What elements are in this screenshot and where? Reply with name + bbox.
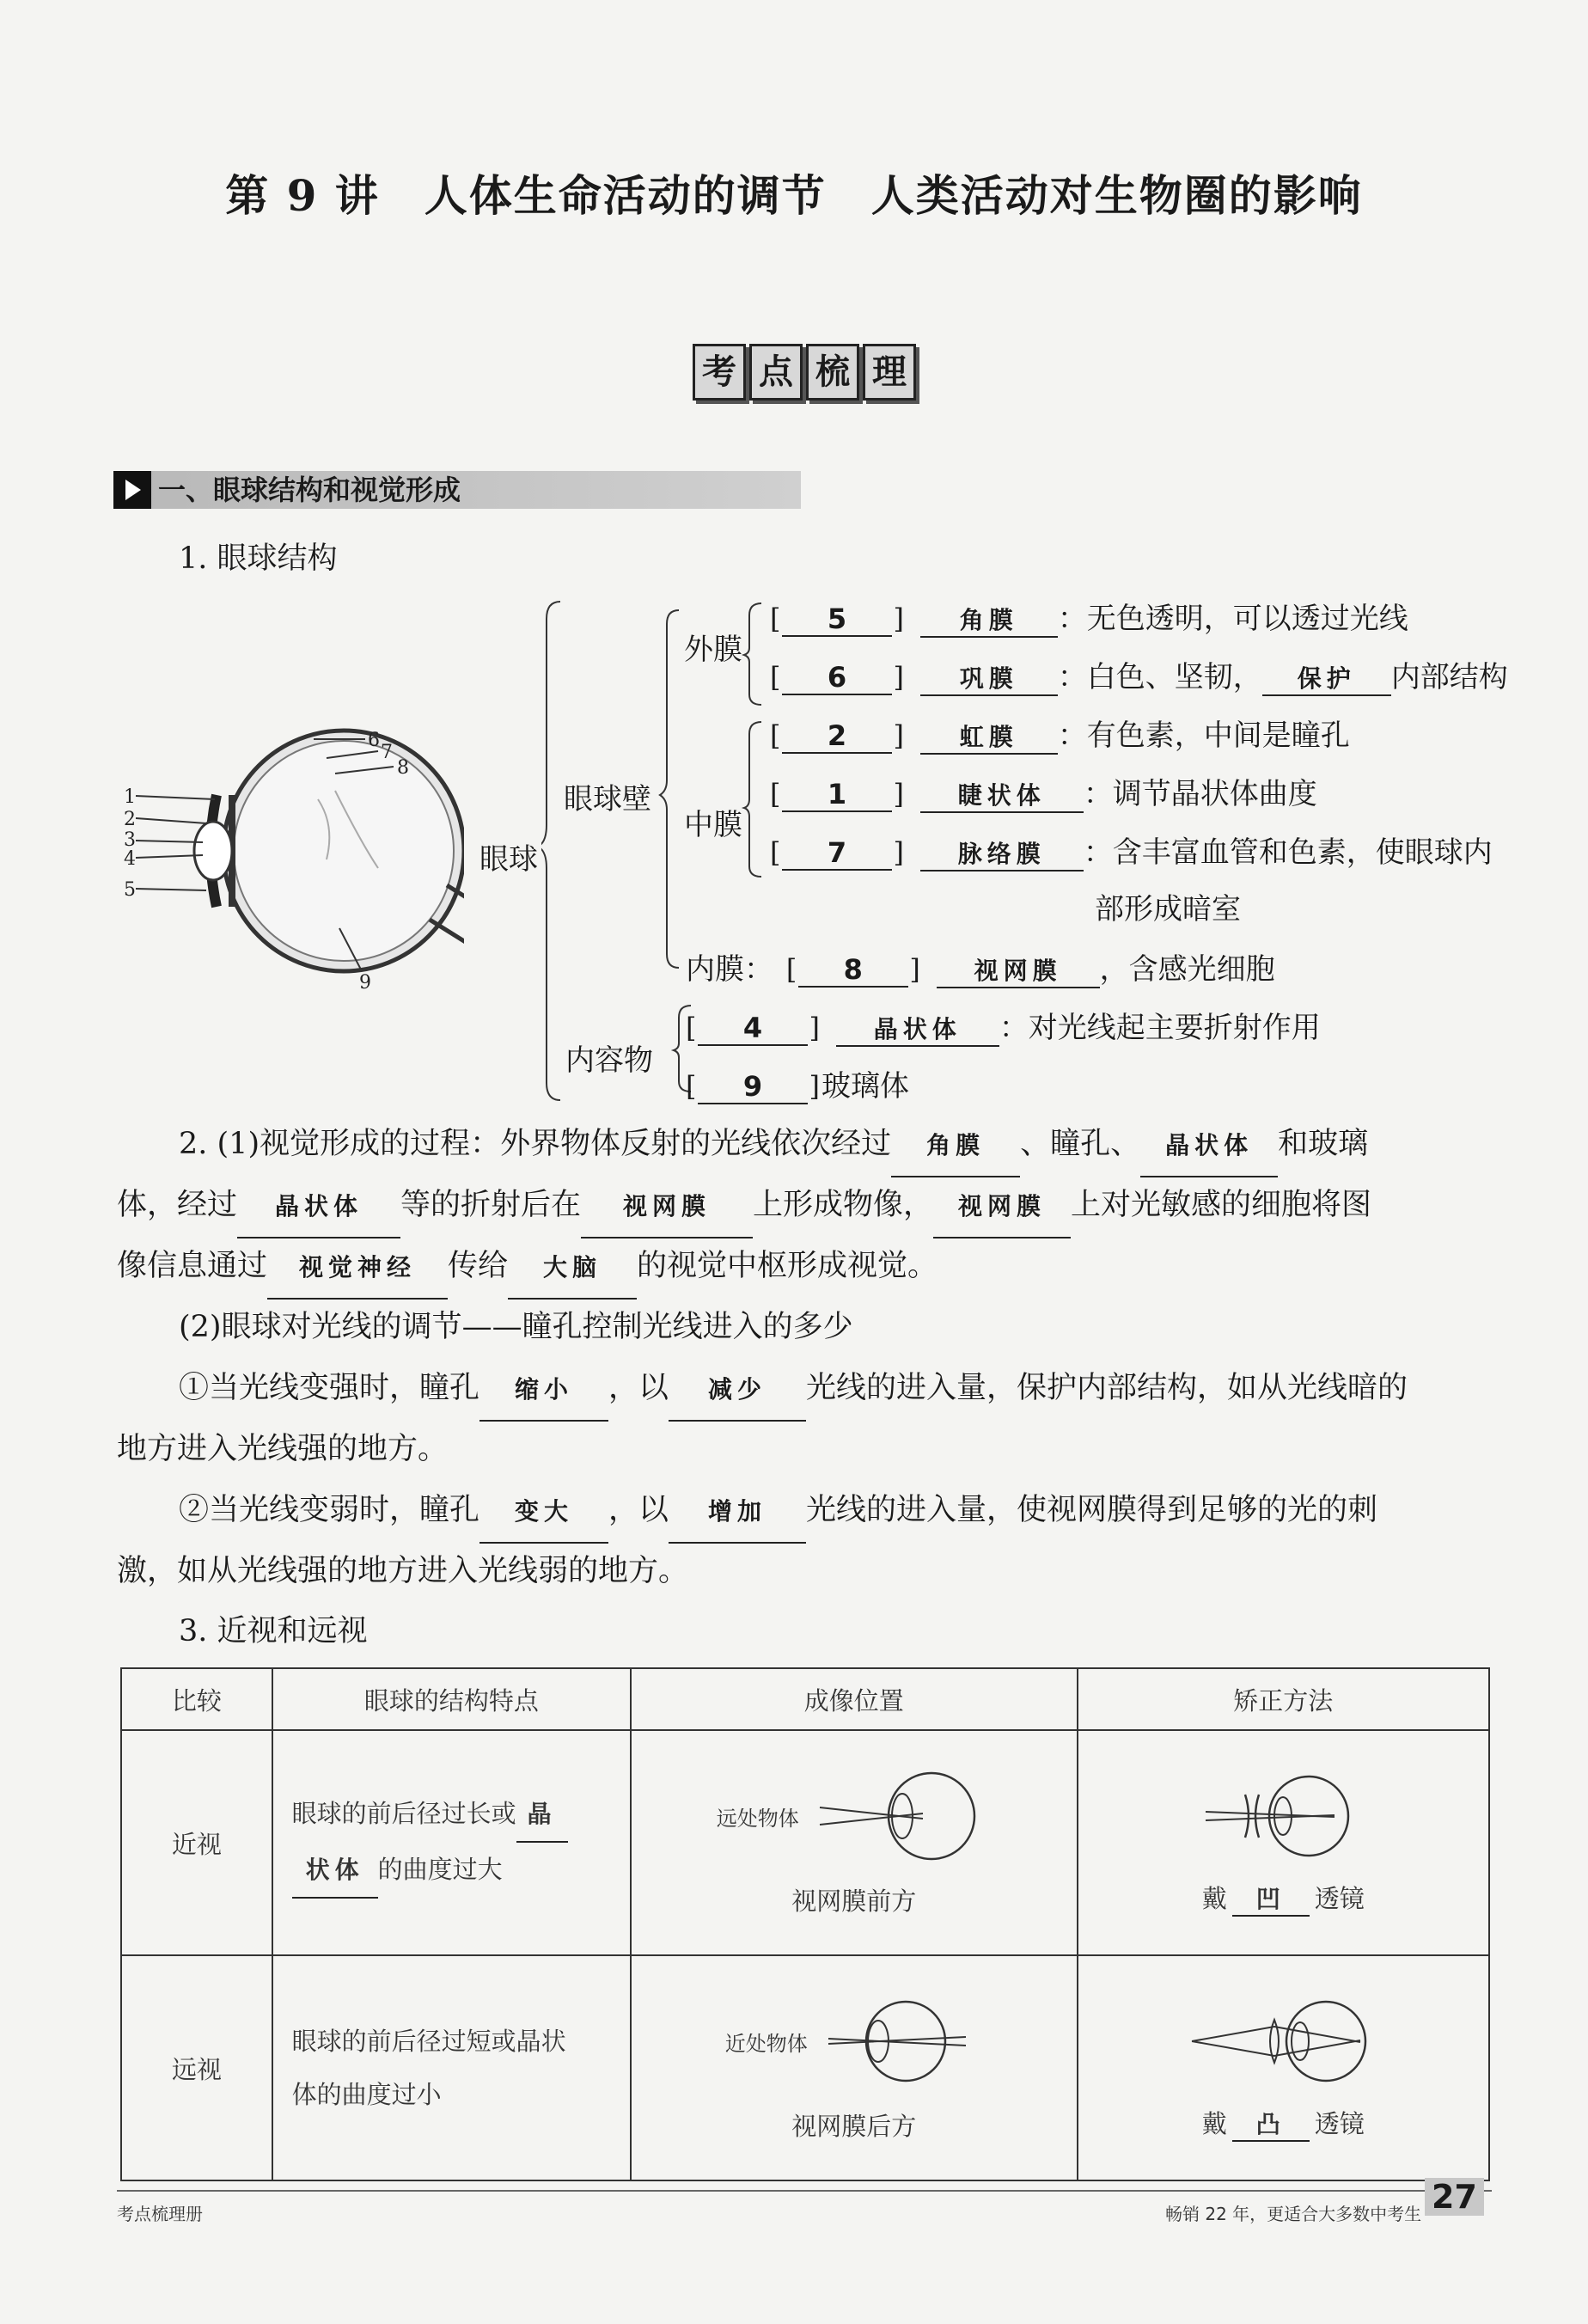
- item2-line: 像信息通过 视觉神经 传给 大脑 的视觉中枢形成视觉。: [117, 1236, 938, 1300]
- item2-line: 激，如从光线强的地方进入光线弱的地方。: [117, 1554, 689, 1588]
- diagram-label: 4: [124, 848, 136, 870]
- item2-line: (2)眼球对光线的调节——瞳孔控制光线进入的多少: [179, 1310, 853, 1344]
- item3-title: 3. 近视和远视: [179, 1614, 368, 1648]
- badge-char: 梳: [806, 344, 859, 401]
- footer-right: 畅销 22 年，更适合大多数中考生: [1165, 2204, 1422, 2224]
- concave-lens-eye-icon: [1197, 1769, 1369, 1863]
- tree-row: [ 5 ] 角膜 ：无色透明，可以透过光线: [782, 595, 1408, 638]
- item2-line: 体，经过 晶状体 等的折射后在 视网膜 上形成物像， 视网膜 上对光敏感的细胞将图: [117, 1175, 1371, 1238]
- object-label: 远处物体: [716, 1806, 799, 1831]
- convex-lens-eye-icon: [1188, 1994, 1377, 2089]
- badge-char: 理: [863, 344, 916, 401]
- section-badge: [693, 344, 916, 401]
- diagram-label: 7: [381, 742, 393, 763]
- item2-line: ①当光线变强时，瞳孔 缩小 ，以 减少 光线的进入量，保护内部结构，如从光线暗的: [179, 1358, 1408, 1422]
- tree-row: [ 1 ] 睫状体 ：调节晶状体曲度: [782, 770, 1317, 813]
- tree-root: 眼球: [479, 842, 538, 877]
- page-title: 第 9 讲 人体生命活动的调节 人类活动对生物圈的影响: [225, 170, 1363, 221]
- object-label: 近处物体: [724, 2031, 808, 2056]
- table-row: 近视 眼球的前后径过长或 晶 状体 的曲度过大 远处物体 视网膜前方 戴 凹 透镜: [121, 1730, 1489, 1955]
- table-row: 远视 眼球的前后径过短或晶状 体的曲度过小 近处物体 视网膜后方 戴 凸 透镜: [121, 1955, 1489, 2180]
- footer-rule: [117, 2190, 1492, 2192]
- hyperopia-eye-icon: [717, 1994, 992, 2097]
- tree-outer: 外膜: [684, 633, 742, 667]
- item2-line: 地方进入光线强的地方。: [117, 1432, 449, 1466]
- tree-row: [ 7 ] 脉络膜 ：含丰富血管和色素，使眼球内: [782, 829, 1493, 872]
- section-heading: 一、眼球结构和视觉形成: [113, 471, 801, 509]
- item2-line: ②当光线变弱时，瞳孔 变大 ，以 增加 光线的进入量，使视网膜得到足够的光的刺: [179, 1480, 1377, 1544]
- table-header: 矫正方法: [1078, 1668, 1489, 1730]
- item2-line: 2. (1)视觉形成的过程：外界物体反射的光线依次经过 角膜 、瞳孔、 晶状体 和玻璃: [179, 1114, 1368, 1177]
- play-icon: [113, 471, 151, 509]
- footer-left: 考点梳理册: [117, 2204, 203, 2224]
- diagram-label: 2: [124, 809, 136, 830]
- diagram-label: 5: [124, 879, 136, 901]
- table-header: 成像位置: [631, 1668, 1078, 1730]
- diagram-label: 1: [124, 786, 136, 808]
- tree-row: [ 4 ] 晶状体 ：对光线起主要折射作用: [698, 1004, 1321, 1047]
- diagram-label: 8: [397, 757, 409, 779]
- diagram-label: 9: [359, 972, 371, 994]
- diagram-label: 3: [124, 829, 136, 851]
- badge-char: 考: [693, 344, 746, 401]
- tree-row: [ 6 ] 巩膜 ：白色、坚韧， 保护 内部结构: [782, 653, 1508, 696]
- image-position: 视网膜前方: [791, 1886, 917, 1916]
- tree-middle: 中膜: [684, 808, 742, 842]
- item1-title: 1. 眼球结构: [179, 541, 338, 576]
- table-header: 比较: [121, 1668, 272, 1730]
- tree-row-continuation: 部形成暗室: [1095, 892, 1241, 927]
- tree-wall: 眼球壁: [564, 782, 651, 816]
- tree-contents: 内容物: [565, 1043, 653, 1078]
- table-header: 眼球的结构特点: [272, 1668, 631, 1730]
- diagram-label: 6: [368, 730, 380, 751]
- myopia-hyperopia-table: [120, 1667, 1490, 2181]
- badge-char: 点: [749, 344, 803, 401]
- page-number: 27: [1425, 2178, 1484, 2216]
- myopia-eye-icon: [717, 1769, 992, 1872]
- tree-row: [ 9 ] 玻璃体: [698, 1062, 909, 1104]
- tree-row: [ 2 ] 虹膜 ：有色素，中间是瞳孔: [782, 712, 1350, 755]
- eyeball-diagram: [120, 713, 464, 997]
- tree-row: 内膜： [ 8 ] 视网膜 ，含感光细胞: [686, 945, 1275, 988]
- image-position: 视网膜后方: [791, 2111, 917, 2141]
